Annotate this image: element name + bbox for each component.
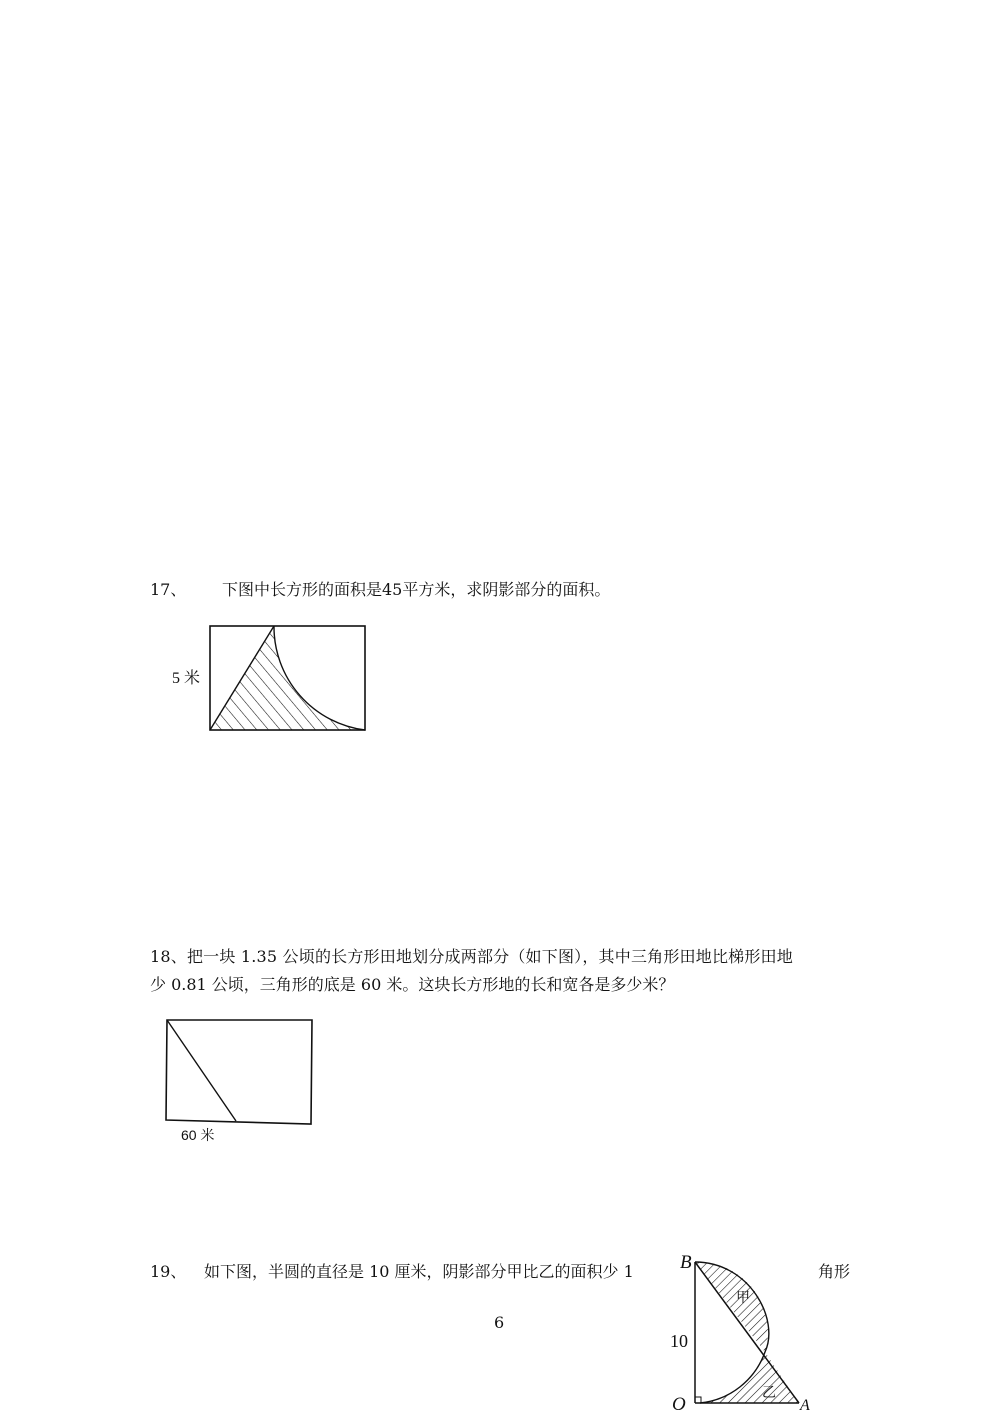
region-jia-label: 甲 [736,1290,750,1306]
shaded-region-jia [695,1262,768,1352]
length-label: 10 [670,1331,688,1351]
side-length-label: 5 米 [172,670,201,687]
right-angle-mark [695,1397,701,1403]
point-B-label: B [680,1252,692,1273]
question-18-line-2: 少 0.81 公顷，三角形的底是 60 米。这块长方形地的长和宽各是多少米？ [150,975,675,994]
question-17-figure [160,615,380,740]
rectangle [166,1020,312,1124]
question-19-figure [660,1250,820,1415]
page-number: 6 [494,1313,505,1332]
triangle-side-line [167,1020,236,1121]
question-19-text-tail: 角形 [818,1262,851,1281]
question-17-number: 17、 [150,580,187,599]
question-19-number: 19、 [150,1262,187,1281]
base-length-label: 60 米 [181,1127,215,1143]
question-19-text: 如下图，半圆的直径是 10 厘米，阴影部分甲比乙的面积少 1 [204,1262,634,1281]
point-O-label: O [672,1394,686,1415]
point-A-label: A [800,1397,810,1414]
question-18-line-1: 18、把一块 1.35 公顷的长方形田地划分成两部分（如下图），其中三角形田地比梯形田地 [150,947,793,966]
question-17-text: 下图中长方形的面积是45平方米，求阴影部分的面积。 [222,580,611,599]
region-yi-label: 乙 [762,1385,776,1401]
question-18-figure [150,1010,350,1150]
